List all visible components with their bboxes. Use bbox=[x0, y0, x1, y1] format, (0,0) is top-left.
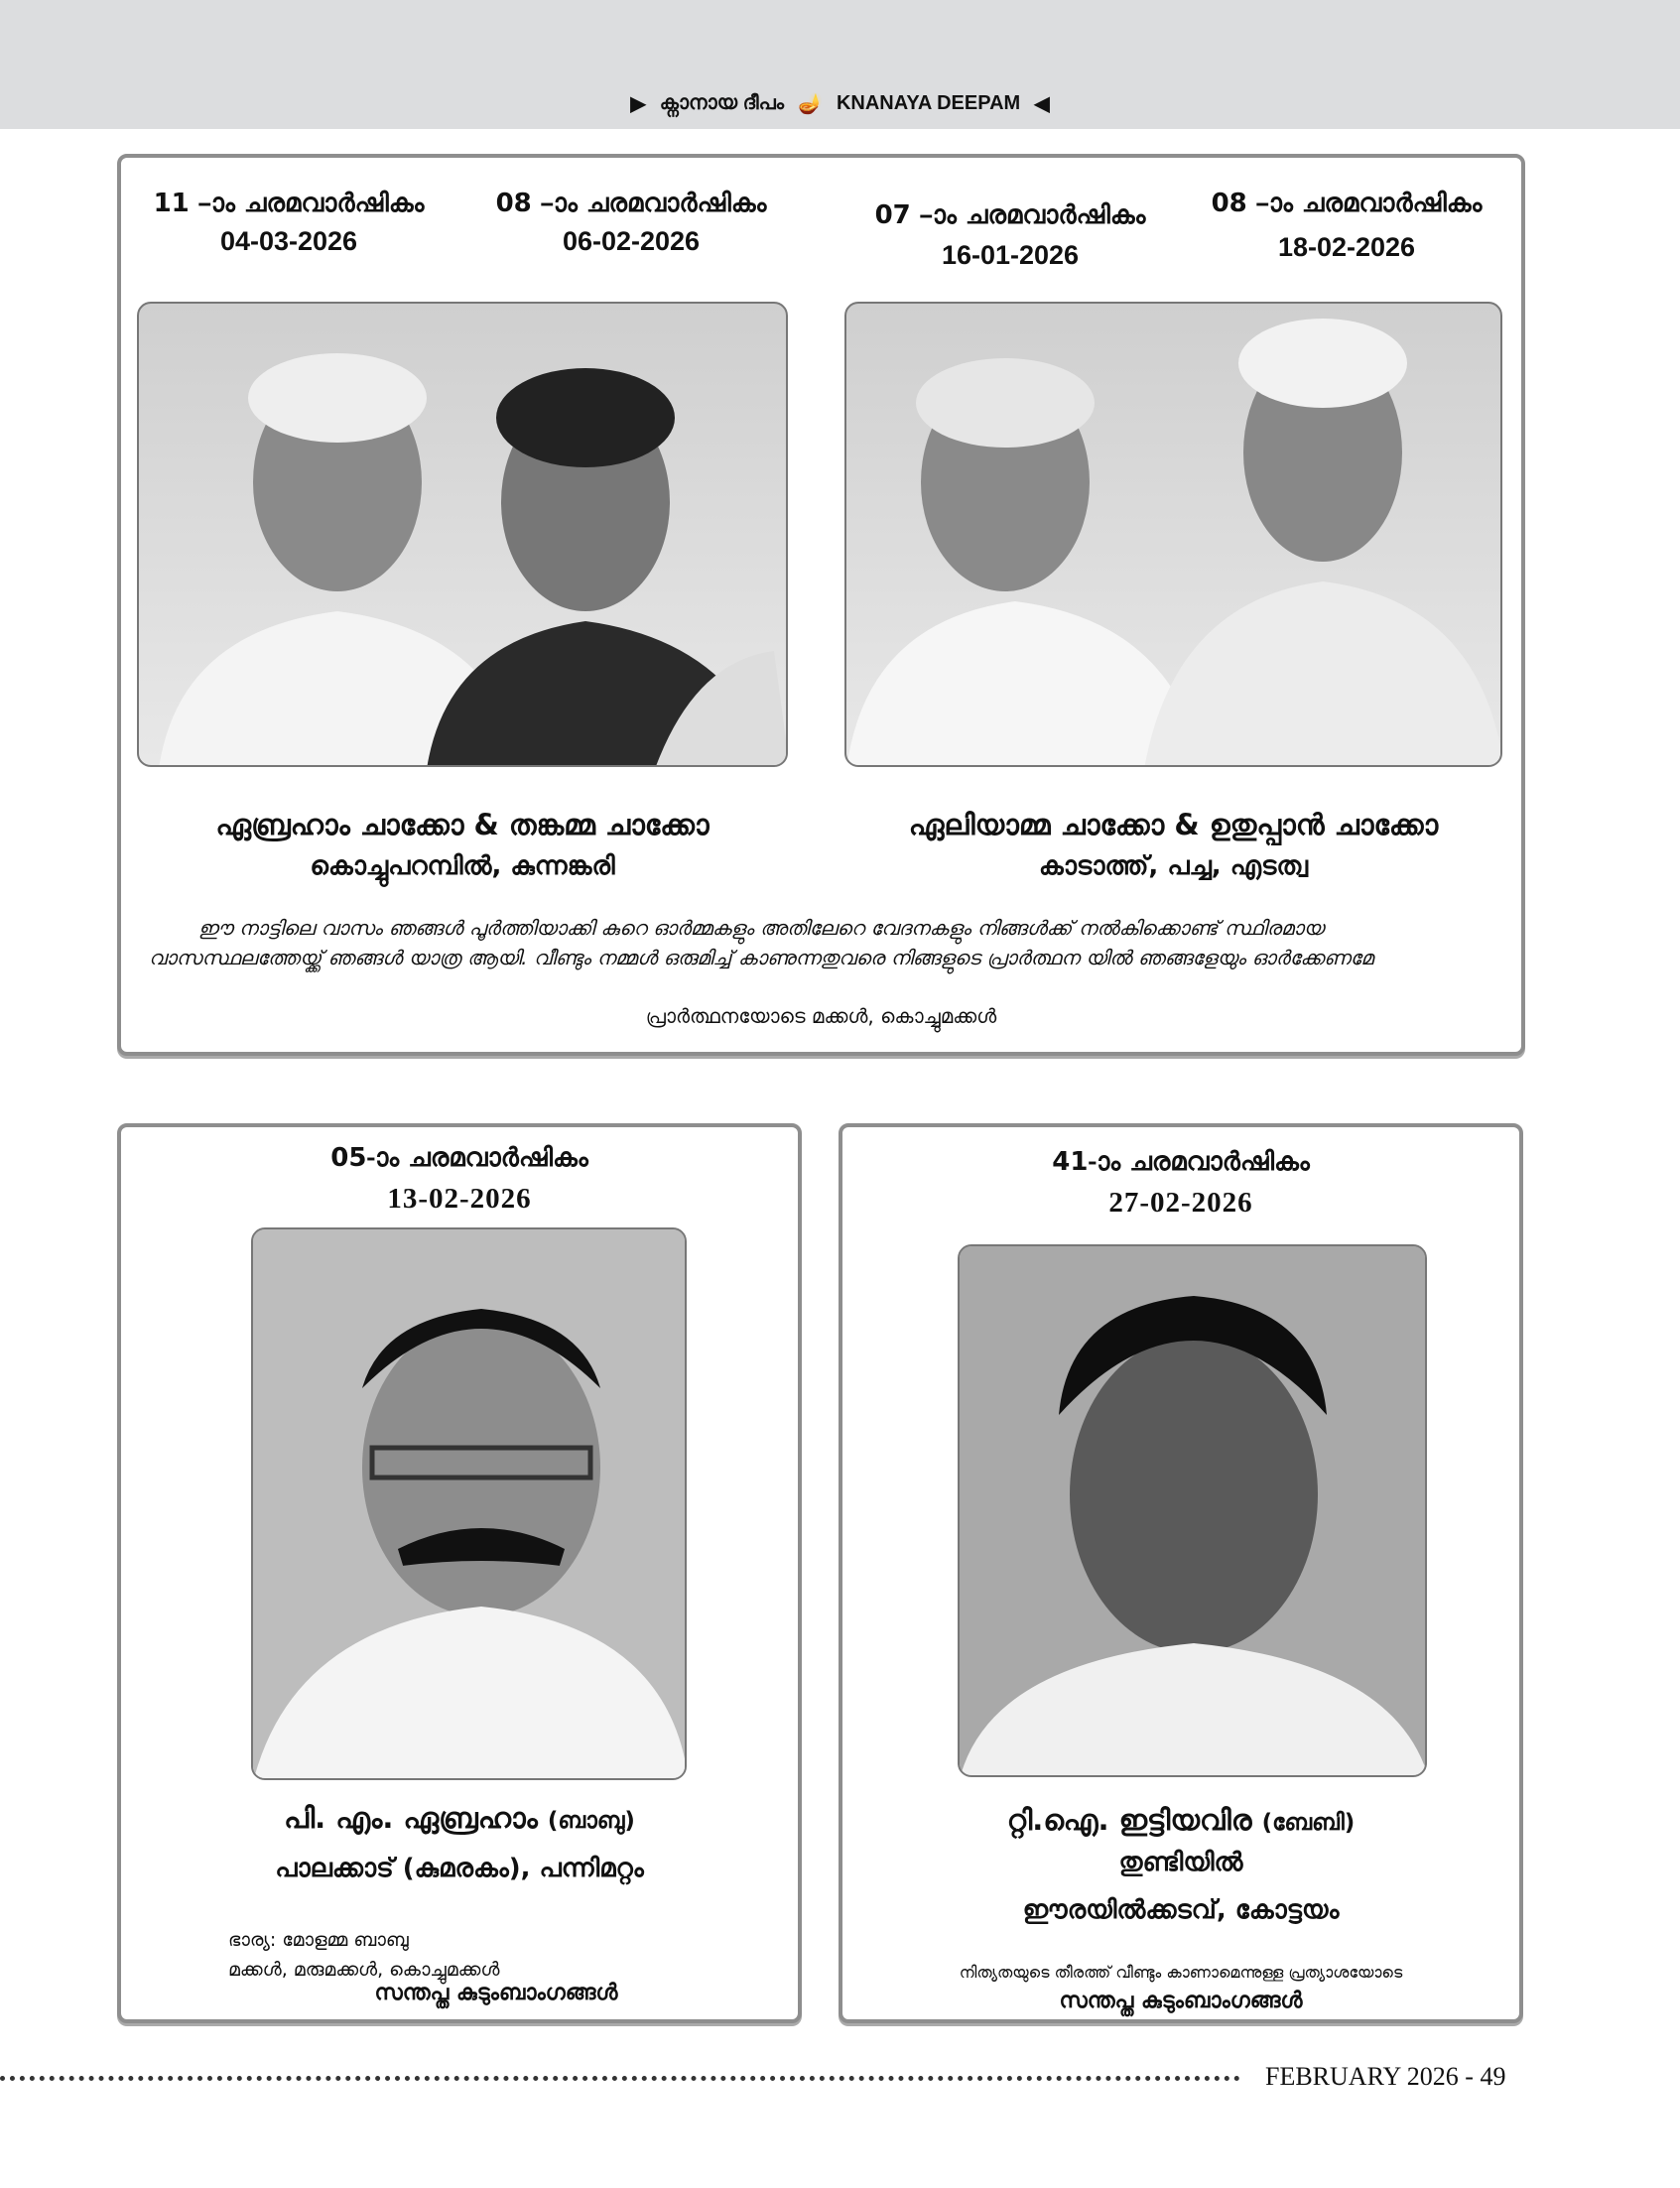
house-name: തുണ്ടിയിൽ bbox=[1118, 1848, 1243, 1877]
anniversary-label: 41-ാം ചരമവാർഷികം bbox=[1052, 1147, 1310, 1177]
name-main: പി. എം. ഏബ്രഹാം bbox=[284, 1801, 538, 1835]
lamp-logo-icon: 🪔 bbox=[798, 93, 823, 115]
anniversary-label: 08 –ാം ചരമവാർഷികം bbox=[495, 189, 767, 218]
anniversary-label: 05-ാം ചരമവാർഷികം bbox=[330, 1143, 588, 1173]
anniversary-label: 08 –ാം ചരമവാർഷികം bbox=[1211, 189, 1483, 218]
children-line: മക്കൾ, മരുമക്കൾ, കൊച്ചുമക്കൾ bbox=[228, 1959, 500, 1981]
family-signature: സന്തപ്ത കുടുംബാംഗങ്ങൾ bbox=[374, 1981, 618, 2005]
portrait-photo bbox=[958, 1244, 1427, 1777]
page-number: FEBRUARY 2026 - 49 bbox=[1265, 2062, 1506, 2091]
place-left-couple: കൊച്ചുപറമ്പിൽ, കുന്നങ്കരി bbox=[310, 851, 615, 881]
arrow-right-icon: ▶ bbox=[630, 93, 646, 115]
deceased-place: പാലക്കാട് (കുമരകം), പന്നിമറ്റം bbox=[275, 1854, 644, 1883]
anniversary-date: 18-02-2026 bbox=[1277, 232, 1416, 262]
couple-photo-right bbox=[844, 302, 1502, 767]
deceased-name bbox=[117, 1801, 802, 1836]
anniversary-date: 16-01-2026 bbox=[941, 240, 1080, 270]
place-right-couple: കാടാത്ത്, പച്ച, എടത്വ bbox=[1038, 851, 1309, 881]
anniversary-date: 04-03-2026 bbox=[219, 226, 358, 256]
magazine-header bbox=[0, 91, 1680, 116]
hope-message: നിത്യതയുടെ തീരത്ത് വീണ്ടും കാണാമെന്നുള്ള പ്രത്യാശയോടെ bbox=[959, 1963, 1403, 1982]
arrow-left-icon: ◀ bbox=[1034, 93, 1050, 115]
deceased-place: ഈരയിൽക്കടവ്, കോട്ടയം bbox=[1022, 1895, 1340, 1925]
name-nickname: (ബാബു) bbox=[547, 1808, 635, 1834]
anniversary-date: 06-02-2026 bbox=[562, 226, 701, 256]
couple-photo-left bbox=[137, 302, 788, 767]
header-title-en: KNANAYA DEEPAM bbox=[836, 92, 1021, 114]
name-nickname: (ബേബി) bbox=[1261, 1810, 1356, 1836]
header-title-ml: ക്നാനായ ദീപം bbox=[659, 92, 785, 114]
anniversary-date: 27-02-2026 bbox=[1108, 1187, 1253, 1219]
anniversary-label: 07 –ാം ചരമവാർഷികം bbox=[874, 200, 1146, 230]
portrait-photo bbox=[251, 1227, 687, 1780]
memorial-message: ഈ നാട്ടിലെ വാസം ഞങ്ങൾ പൂർത്തിയാക്കി കുറെ ഓർമ്മകളും അതിലേറെ വേദനകളും നിങ്ങൾക്ക് നൽകിക്കൊണ്ട് സ്ഥിരമായ വാസസ്ഥലത്തേയ്ക്ക് ഞങ്ങൾ യാത്ര ആയി. വീണ്ടും നമ്മൾ ഒരുമിച്ച് കാണുന്നതുവരെ നിങ്ങളുടെ പ്രാർത്ഥന യിൽ ഞങ്ങളേയും ഓർക്കേണമേ bbox=[149, 916, 1373, 969]
name-main: റ്റി.ഐ. ഇട്ടിയവിര bbox=[1006, 1803, 1252, 1837]
names-left-couple: ഏബ്രഹാം ചാക്കോ & തങ്കമ്മ ചാക്കോ bbox=[215, 808, 710, 841]
anniversary-label: 11 –ാം ചരമവാർഷികം bbox=[153, 189, 425, 218]
signature: പ്രാർത്ഥനയോടെ മക്കൾ, കൊച്ചുമക്കൾ bbox=[645, 1004, 997, 1028]
deceased-name bbox=[839, 1803, 1523, 1838]
names-right-couple: ഏലിയാമ്മ ചാക്കോ & ഉതുപ്പാൻ ചാക്കോ bbox=[908, 808, 1439, 841]
footer-dotted-rule bbox=[0, 2076, 1240, 2081]
wife-line: ഭാര്യ: മോളമ്മ ബാബു bbox=[228, 1929, 409, 1951]
family-signature: സന്തപ്ത കുടുംബാംഗങ്ങൾ bbox=[1059, 1989, 1303, 2013]
anniversary-date: 13-02-2026 bbox=[387, 1183, 532, 1215]
